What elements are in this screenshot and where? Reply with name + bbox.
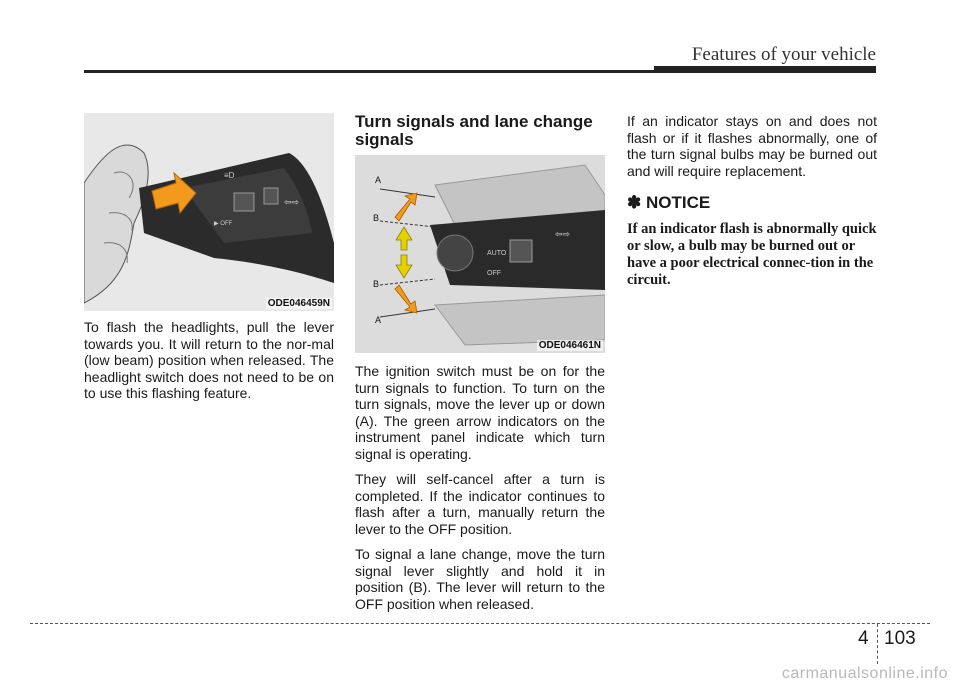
notice-body: If an indicator flash is abnormally quick or slow, a bulb may be burned out or have a poor electrical connec-tion in the circuit. <box>627 221 877 288</box>
page-number: 103 <box>884 628 916 649</box>
notice-title: ✽ NOTICE <box>627 193 711 212</box>
label-a-bottom: A <box>375 315 382 325</box>
label-b-top: B <box>373 213 380 223</box>
section-heading: Turn signals and lane change signals <box>355 112 593 149</box>
body-paragraph: If an indicator stays on and does not flash or if it flashes abnormally, one of the turn signal bulbs may be burned out and will require replacement. <box>627 113 877 179</box>
footer-rule <box>30 623 930 624</box>
column-middle <box>355 113 605 621</box>
label-b-bottom: B <box>373 279 380 289</box>
lever-text-off: OFF <box>487 270 501 277</box>
watermark: carmanualsonline.info <box>781 665 948 682</box>
label-a-top: A <box>375 175 382 185</box>
figure-caption: ODE046461N <box>538 340 601 351</box>
turn-signal-illustration <box>355 155 605 353</box>
header-rule-accent <box>654 66 876 73</box>
body-paragraph: To flash the headlights, pull the lever towards you. It will return to the nor-mal (low beam) position when released. The headlight switch does not need to be on to use this flashing feature. <box>84 319 334 401</box>
figure-caption: ODE046459N <box>267 298 330 309</box>
page-divider <box>877 624 878 664</box>
body-paragraph: They will self-cancel after a turn is completed. If the indicator continues to flash after a turn, manually return the lever to the OFF position. <box>355 471 605 537</box>
svg-text:≡D: ≡D <box>224 171 235 180</box>
header-title: Features of your vehicle <box>691 44 876 65</box>
lever-text-auto: AUTO <box>487 250 507 257</box>
svg-text:⇦⇨: ⇦⇨ <box>284 197 300 207</box>
svg-text:▶ OFF: ▶ OFF <box>214 221 233 227</box>
body-paragraph: To signal a lane change, move the turn signal lever slightly and hold it in position (B). The lever will return to the OFF position when released. <box>355 546 605 612</box>
headlight-flash-illustration <box>84 113 334 311</box>
figure-turn-signals <box>355 155 605 353</box>
figure-headlight-flash <box>84 113 334 311</box>
body-paragraph: The ignition switch must be on for the turn signals to function. To turn on the turn signals, move the lever up or down (A). The green arrow indicators on the instrument panel indicate which turn signal is operating. <box>355 363 605 462</box>
chapter-number: 4 <box>858 628 869 649</box>
column-left <box>84 113 334 411</box>
column-right <box>627 113 877 289</box>
svg-text:⇦⇨: ⇦⇨ <box>555 229 571 239</box>
